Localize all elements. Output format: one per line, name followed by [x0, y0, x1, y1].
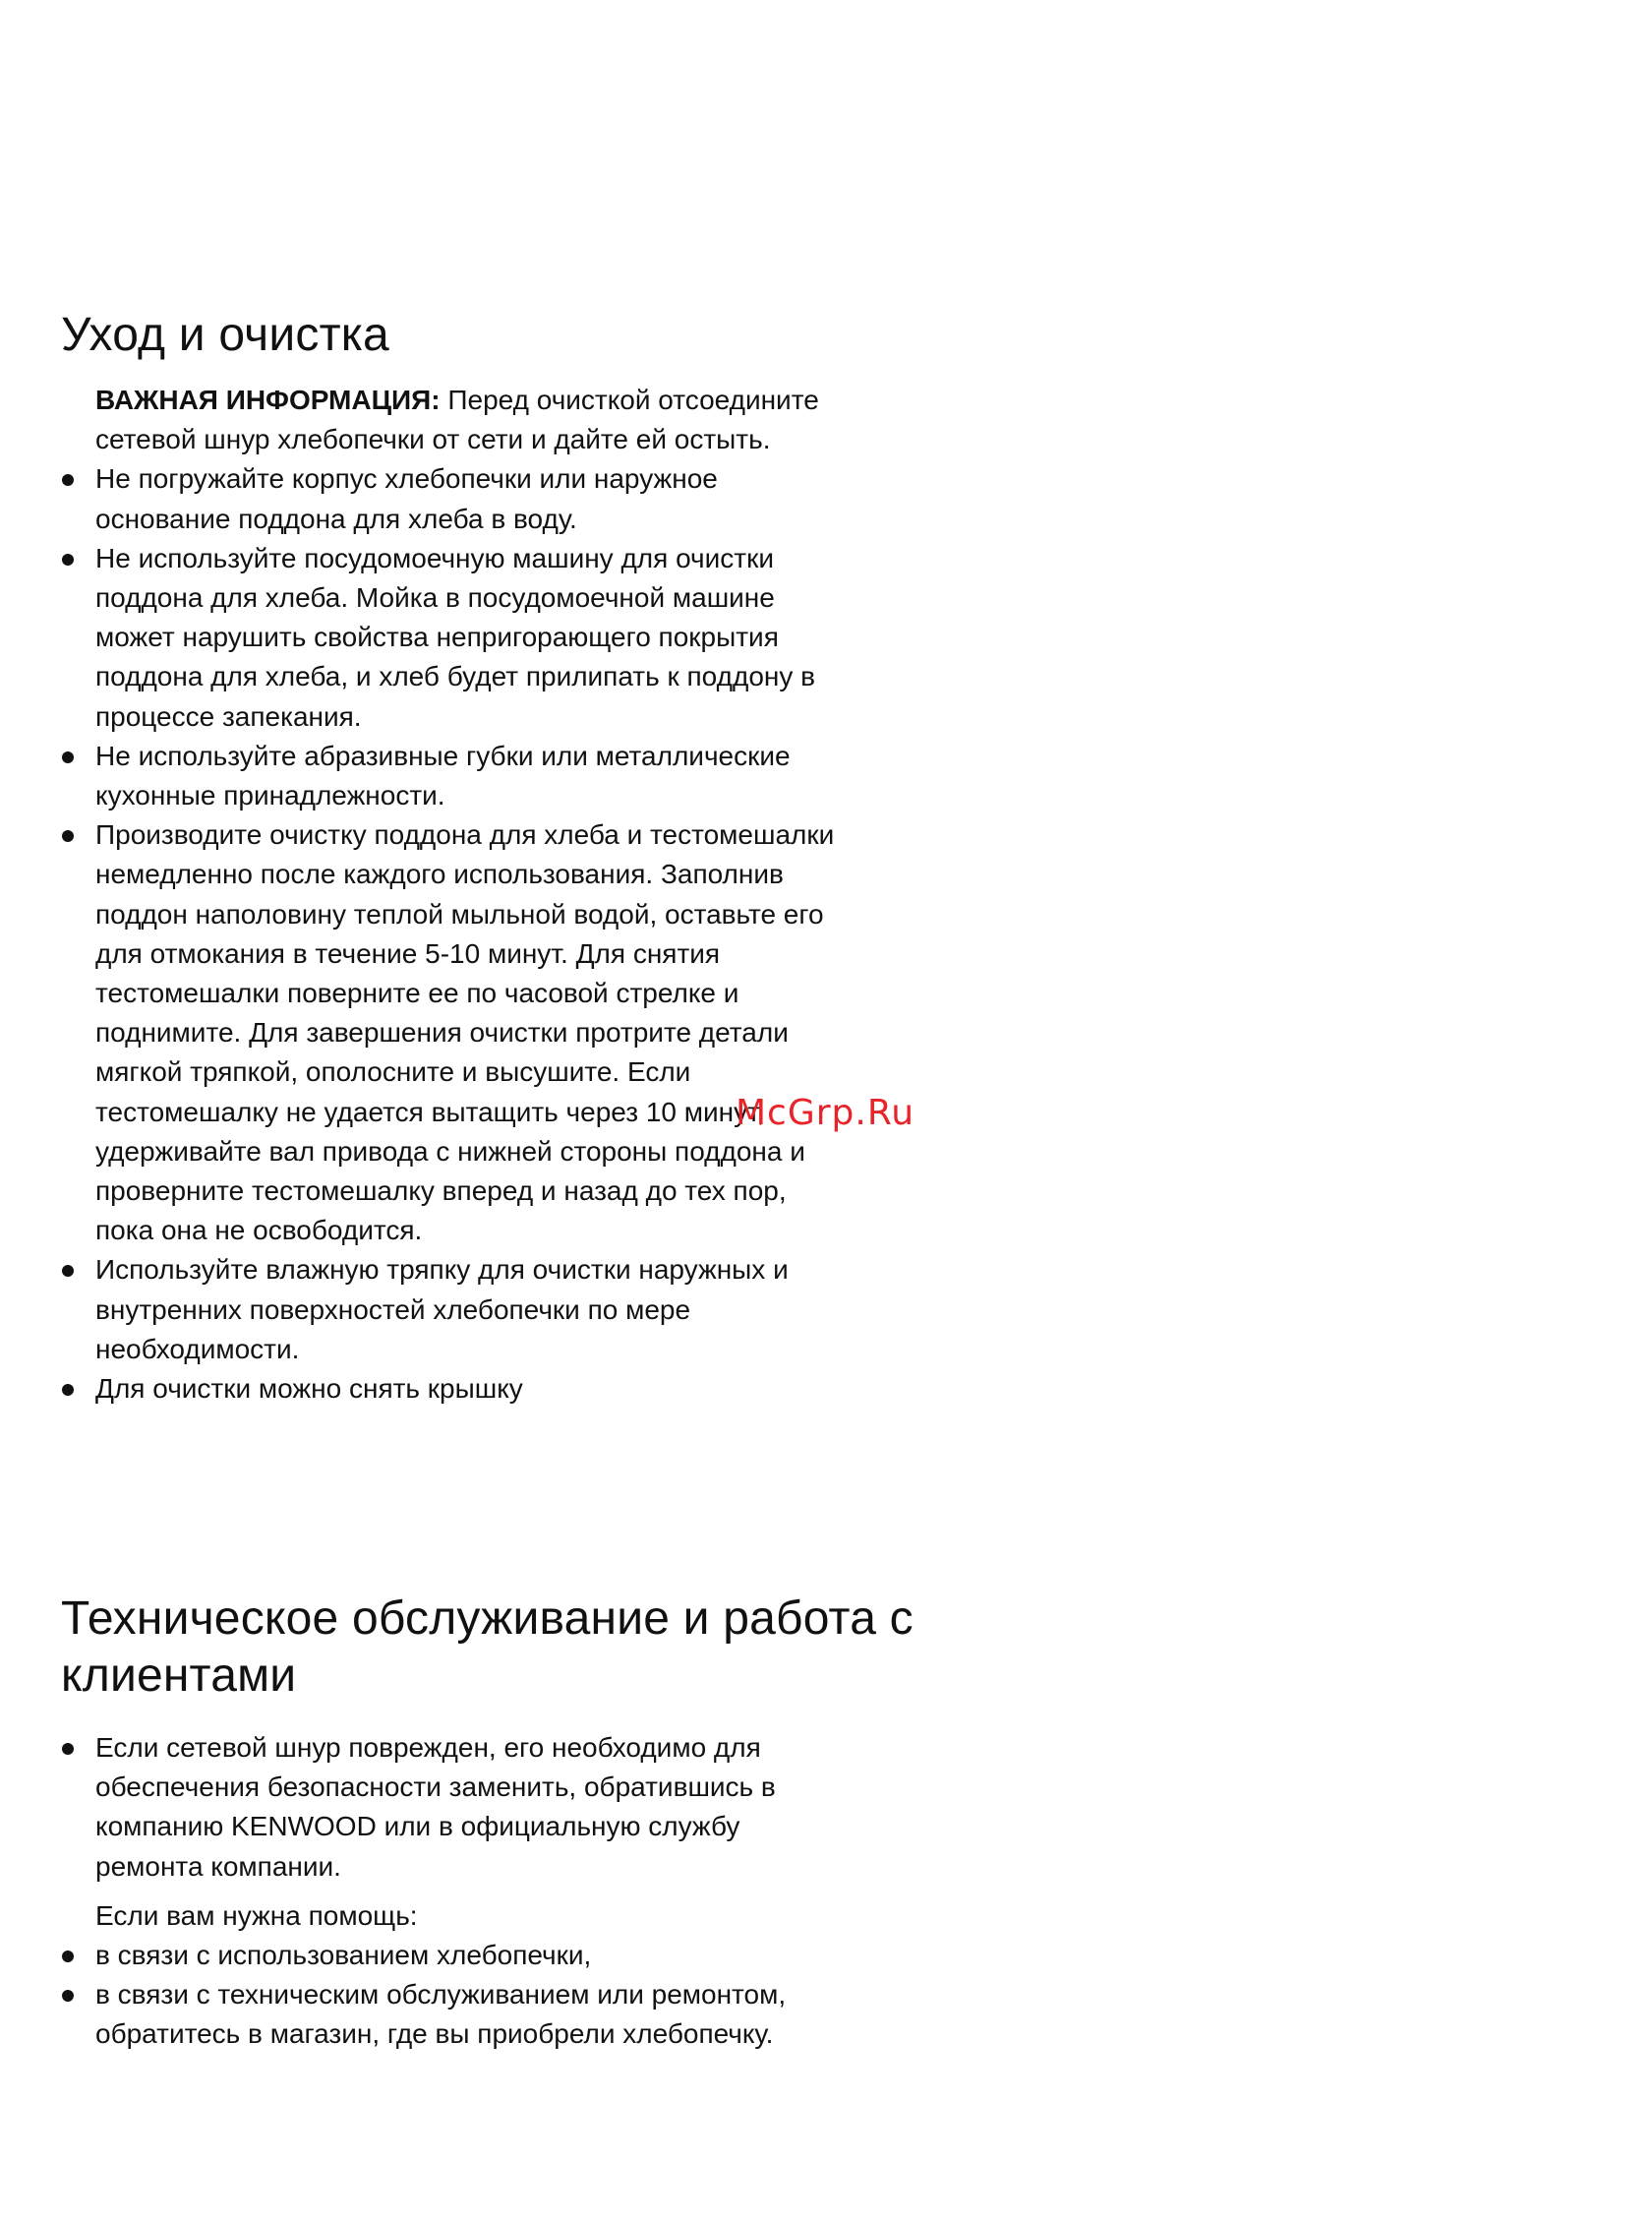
bullet-icon: [62, 554, 74, 566]
list-item-text: Для очистки можно снять крышку: [95, 1373, 523, 1405]
list-item: [95, 1369, 843, 1409]
list-item-text: Если сетевой шнур поврежден, его необходимо для обеспечения безопасности заменить, обратившись в компанию KENWOOD или в официальную службу ремонта компании.: [95, 1732, 776, 1882]
closing-text: обратитесь в магазин, где вы приобрели хлебопечку.: [95, 2018, 774, 2050]
section-title-service: Техническое обслуживание и работа с клиентами: [61, 1592, 914, 1702]
important-notice: [95, 381, 843, 459]
list-item-text: в связи с техническим обслуживанием или ремонтом,: [95, 1979, 787, 2011]
bullet-icon: [62, 474, 74, 486]
bullet-icon: [62, 830, 74, 842]
list-item: [95, 459, 843, 538]
list-item: [95, 737, 843, 815]
watermark: McGrp.Ru: [736, 1093, 915, 1133]
list-item-text: Производите очистку поддона для хлеба и тестомешалки немедленно после каждого использования. Заполнив поддон наполовину теплой мыльной водой, оставьте его для отмокания в течение 5-10 минут. Для снятия тестомешалки поверните ее по часовой стрелке и поднимите. Для завершения очистки протрите детали мягкой тряпкой, ополосните и высушите. Если тестомешалку не удается вытащить через 10 минут, удерживайте вал привода с нижней стороны поддона и проверните тестомешалку вперед и назад до тех пор, пока она не освободится.: [95, 819, 835, 1246]
list-item: [95, 539, 843, 737]
list-item-text: в связи с использованием хлебопечки,: [95, 1940, 592, 1971]
list-item-text: Не используйте абразивные губки или металлические кухонные принадлежности.: [95, 740, 791, 811]
list-item: [95, 1975, 843, 2014]
bullet-icon: [62, 1265, 74, 1277]
bullet-icon: [62, 1951, 74, 1962]
list-item: [95, 815, 843, 1250]
service-body: [95, 1728, 843, 2055]
important-label: ВАЖНАЯ ИНФОРМАЦИЯ:: [95, 385, 441, 415]
bullet-icon: [62, 1384, 74, 1396]
bullet-icon: [62, 751, 74, 763]
important-text: Перед очисткой отсоедините сетевой шнур хлебопечки от сети и дайте ей остыть.: [95, 385, 819, 455]
list-item-text: Используйте влажную тряпку для очистки наружных и внутренних поверхностей хлебопечки по мере необходимости.: [95, 1254, 789, 1364]
bullet-icon: [62, 1990, 74, 2002]
help-intro: Если вам нужна помощь:: [95, 1899, 418, 1931]
list-item: [95, 1728, 843, 1887]
bullet-icon: [62, 1743, 74, 1755]
care-cleaning-body: [95, 381, 843, 1409]
list-item: [95, 1936, 843, 1975]
list-item-text: Не используйте посудомоечную машину для очистки поддона для хлеба. Мойка в посудомоечной машине может нарушить свойства непригорающего покрытия поддона для хлеба, и хлеб будет прилипать к поддону в процессе запекания.: [95, 542, 816, 732]
list-item-text: Не погружайте корпус хлебопечки или наружное основание поддона для хлеба в воду.: [95, 463, 718, 534]
list-item: [95, 1250, 843, 1369]
section-title-care-cleaning: Уход и очистка: [61, 309, 389, 361]
